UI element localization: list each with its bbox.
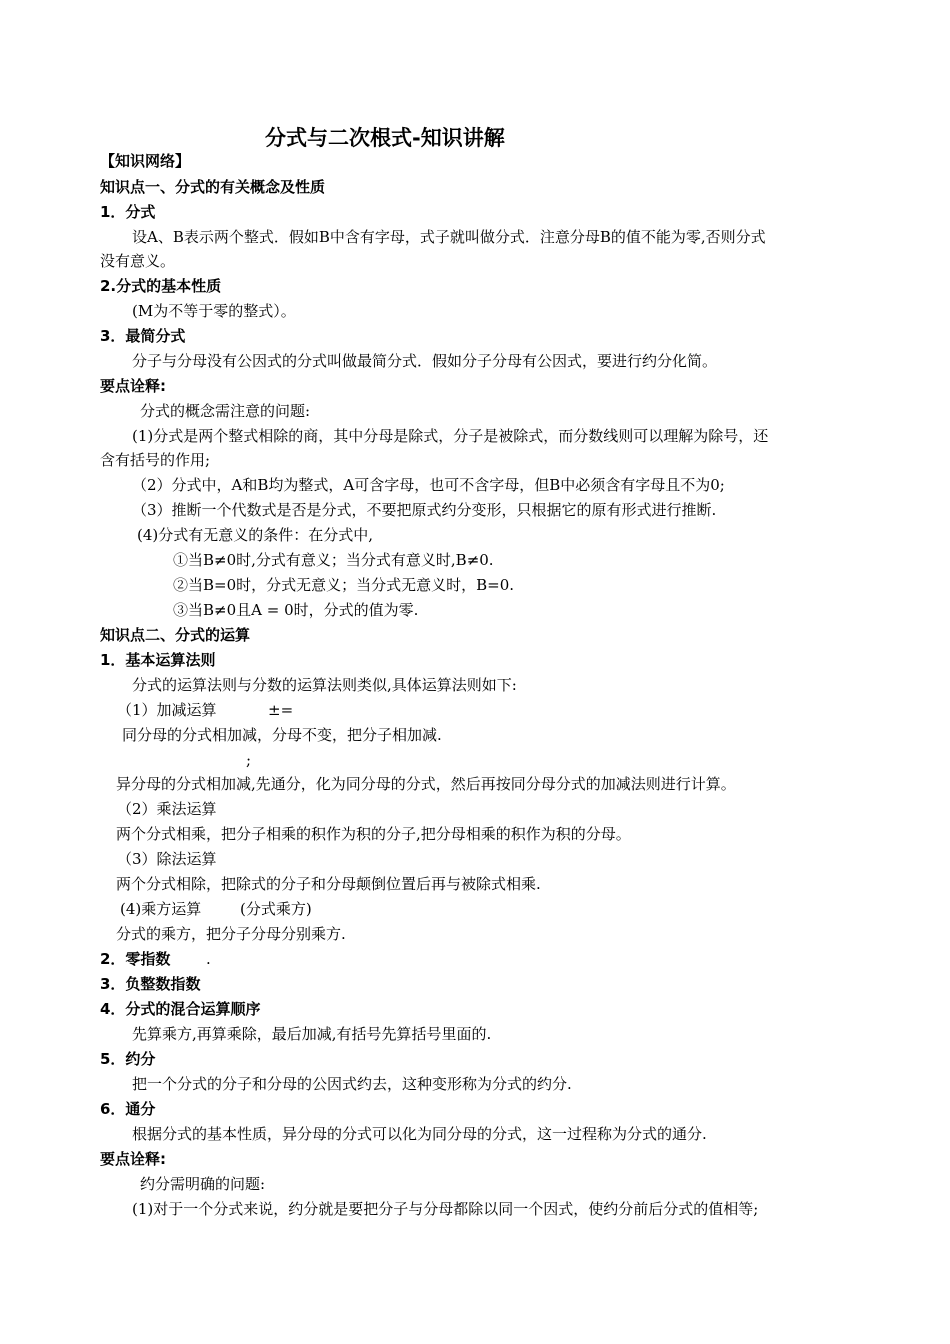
document-title: 分式与二次根式-知识讲解 [265,126,505,150]
common-denominator-heading: 6．通分 [100,1100,156,1118]
mixed-order-text: 先算乘方,再算乘除，最后加减,有括号先算括号里面的. [132,1025,492,1043]
section-fraction-heading: 1．分式 [100,203,156,221]
multiplication-rule: 两个分式相乘，把分子相乘的积作为积的分子,把分母相乘的积作为积的分母。 [116,825,631,843]
zero-exponent-dot: . [206,950,211,968]
section-basic-property-heading: 2.分式的基本性质 [100,277,222,295]
note2: （2）分式中，A和B均为整式，A可含字母，也可不含字母，但B中必须含有字母且不为0; [132,476,725,494]
notes-intro-2: 约分需明确的问题: [140,1175,266,1193]
point2-heading: 知识点二、分式的运算 [100,626,251,644]
division-label: （3）除法运算 [117,850,217,868]
note4-item1: ①当B≠0时,分式有意义；当分式有意义时,B≠0. [173,551,494,569]
notes-heading-2: 要点诠释: [100,1150,166,1168]
zero-exponent-heading: 2．零指数 [100,950,171,968]
notes-intro-1: 分式的概念需注意的问题: [140,402,311,420]
basic-rules-text: 分式的运算法则与分数的运算法则类似,具体运算法则如下: [132,676,517,694]
section-simplest-fraction-heading: 3．最简分式 [100,327,186,345]
negative-exponent-heading: 3．负整数指数 [100,975,201,993]
notes-heading-1: 要点诠释: [100,377,166,395]
add-subtract-label: （1）加减运算 [117,701,217,719]
power-rule: 分式的乘方，把分子分母分别乘方. [116,925,346,943]
point1-heading: 知识点一、分式的有关概念及性质 [100,178,326,196]
reduction-text: 把一个分式的分子和分母的公因式约去，这种变形称为分式的约分. [132,1075,572,1093]
basic-property-text: (M为不等于零的整式）。 [132,302,296,320]
different-denominator-rule: 异分母的分式相加减,先通分，化为同分母的分式，然后再按同分母分式的加减法则进行计算。 [116,775,736,793]
note1-line2: 含有括号的作用; [100,451,211,469]
mixed-order-heading: 4．分式的混合运算顺序 [100,1000,261,1018]
common-denominator-text: 根据分式的基本性质，异分母的分式可以化为同分母的分式，这一过程称为分式的通分. [132,1125,707,1143]
power-note: (分式乘方) [240,900,312,918]
basic-rules-heading: 1．基本运算法则 [100,651,216,669]
fraction-definition-line1: 设A、B表示两个整式．假如B中含有字母，式子就叫做分式．注意分母B的值不能为零,否则分式 [132,228,766,246]
same-denominator-rule: 同分母的分式相加减，分母不变，把分子相加减. [122,726,442,744]
division-rule: 两个分式相除，把除式的分子和分母颠倒位置后再与被除式相乘. [116,875,541,893]
semicolon: ; [246,751,252,769]
note4-item2: ②当B=0时，分式无意义；当分式无意义时，B=0. [173,576,515,594]
knowledge-network-header: 【知识网络】 [100,152,191,170]
reduction-heading: 5．约分 [100,1050,156,1068]
multiplication-label: （2）乘法运算 [117,800,217,818]
add-subtract-sign: ±= [268,701,294,719]
power-label: (4)乘方运算 [120,900,202,918]
note3: （3）推断一个代数式是否是分式，不要把原式约分变形，只根据它的原有形式进行推断. [132,501,717,519]
fraction-definition-line2: 没有意义。 [100,252,176,270]
note1-line1: (1)分式是两个整式相除的商，其中分母是除式，分子是被除式，而分数线则可以理解为除号，还 [132,427,769,445]
reduction-note1: (1)对于一个分式来说，约分就是要把分子与分母都除以同一个因式，使约分前后分式的值相等; [132,1200,759,1218]
note4-item3: ③当B≠0且A = 0时，分式的值为零. [173,601,419,619]
note4: (4)分式有无意义的条件：在分式中, [137,526,374,544]
simplest-fraction-text: 分子与分母没有公因式的分式叫做最简分式．假如分子分母有公因式，要进行约分化简。 [132,352,718,370]
